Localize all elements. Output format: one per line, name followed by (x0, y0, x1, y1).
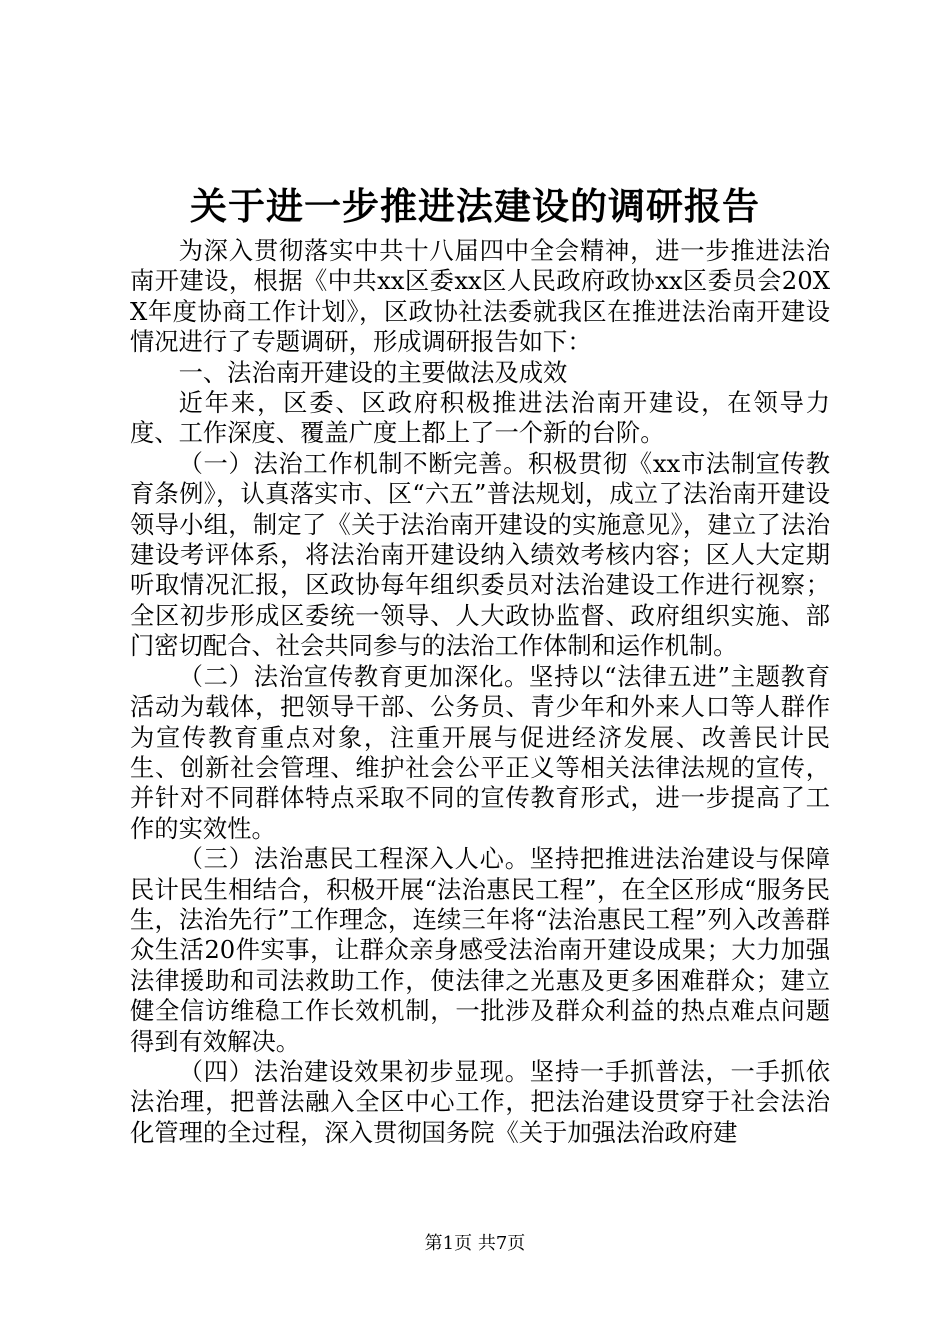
document-body (130, 236, 830, 1148)
section-heading: 一、法治南开建设的主要做法及成效 (178, 357, 568, 387)
paragraph-overview: 近年来，区委、区政府积极推进法治南开建设，在领导力度、工作深度、覆盖广度上都上了一个新的台阶。 (130, 388, 830, 448)
page-footer: 第1页 共7页 (424, 1233, 526, 1254)
paragraph-item-2: （二）法治宣传教育更加深化。坚持以“法律五进”主题教育活动为载体，把领导干部、公务员、青少年和外来人口等人群作为宣传教育重点对象，注重开展与促进经济发展、改善民计民生、创新社会管理、维护社会公平正义等相关法律法规的宣传，并针对不同群体特点采取不同的宣传教育形式，进一步提高了工作的实效性。 (130, 661, 830, 843)
paragraph-item-1: （一）法治工作机制不断完善。积极贯彻《xx市法制宣传教育条例》，认真落实市、区“六五”普法规划，成立了法治南开建设领导小组，制定了《关于法治南开建设的实施意见》，建立了法治建设考评体系，将法治南开建设纳入绩效考核内容；区人大定期听取情况汇报，区政协每年组织委员对法治建设工作进行视察；全区初步形成区委统一领导、人大政协监督、政府组织实施、部门密切配合、社会共同参与的法治工作体制和运作机制。 (130, 448, 830, 661)
document-title: 关于进一步推进法建设的调研报告 (190, 184, 760, 228)
paragraph-item-4: （四）法治建设效果初步显现。坚持一手抓普法，一手抓依法治理，把普法融入全区中心工作，把法治建设贯穿于社会法治化管理的全过程，深入贯彻国务院《关于加强法治政府建 (130, 1056, 830, 1147)
paragraph-item-3: （三）法治惠民工程深入人心。坚持把推进法治建设与保障民计民生相结合，积极开展“法治惠民工程”，在全区形成“服务民生，法治先行”工作理念，连续三年将“法治惠民工程”列入改善群众生活20件实事，让群众亲身感受法治南开建设成果；大力加强法律援助和司法救助工作，使法律之光惠及更多困难群众；建立健全信访维稳工作长效机制，一批涉及群众利益的热点难点问题得到有效解决。 (130, 844, 830, 1056)
paragraph-intro: 为深入贯彻落实中共十八届四中全会精神，进一步推进法治南开建设，根据《中共xx区委xx区人民政府政协xx区委员会20XX年度协商工作计划》，区政协社法委就我区在推进法治南开建设情况进行了专题调研，形成调研报告如下： (130, 236, 830, 357)
